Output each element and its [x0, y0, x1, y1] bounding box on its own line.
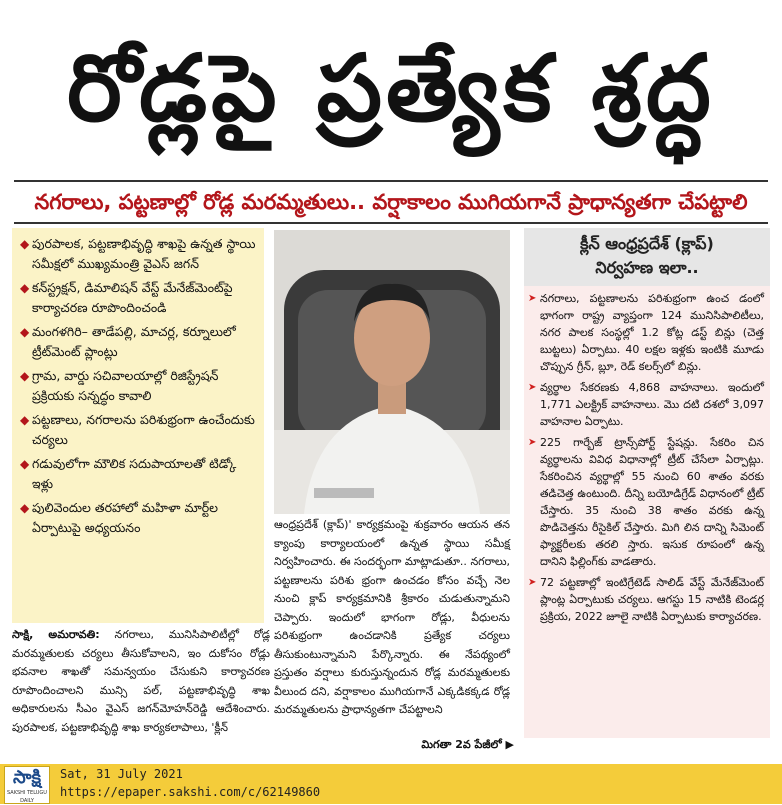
- list-item: [20, 234, 258, 274]
- bullet-icon: ◆: [20, 325, 30, 339]
- chief-minister-photo: [274, 230, 510, 514]
- bullet-icon: ◆: [20, 369, 30, 383]
- list-item: [20, 498, 258, 538]
- highlights-panel: [12, 228, 264, 623]
- list-item-text: 72 పట్టణాల్లో ఇంటిగ్రేటెడ్ సాలిడ్ వేస్ట్ మేనేజ్‌మెంట్ ప్లాంట్ల ఏర్పాటుకు చర్యలు. ఆగస్టు 15 నాటికి టెండర్ల ప్రక్రియ, 2022 జూలై నాటికి ఏర్పాటుకు కార్యాచరణ.: [540, 576, 764, 623]
- logo-text: సాక్షి: [13, 767, 41, 788]
- box-title-line: క్లీన్ ఆంధ్రప్రదేశ్ (క్లాప్): [580, 234, 714, 253]
- subheadline: నగరాలు, పట్టణాల్లో రోడ్ల మరమ్మతులు.. వర్షాకాలం ముగియగానే ప్రాధాన్యతగా చేపట్టాలి: [34, 190, 748, 214]
- photo-caption: ఆంధ్రప్రదేశ్ (క్లాప్)' కార్యక్రమంపై శుక్రవారం ఆయన తన క్యాంపు కార్యాలయంలో ఉన్నత స్థాయి సమీక్ష నిర్వహించారు. ఈ సందర్భంగా మాట్లాడుతూ.. నగరాలు, పట్టణాలను పరిశు భ్రంగా ఉంచడం కోసం వచ్చే నెల నుంచి క్లాప్ కార్యక్రమానికి శ్రీకారం చుడుతున్నామని చెప్పారు. ఇందులో భాగంగా రోడ్లు, వీధులను పరిశుభ్రంగా ఉంచడానికి ప్రత్యేక చర్యలు తీసుకుంటున్నామని పేర్కొన్నారు. ఈ నేపథ్యంలో ప్రస్తుతం వర్షాలు కురుస్తున్నందున రోడ్ల మరమ్మతులకు వీలుంద దని, వర్షాకాలం ముగియగానే ఎక్కడికక్కడ రోడ్ల మరమ్మతులను ప్రాధాన్యతగా చేపట్టాలని: [274, 518, 510, 716]
- list-item-text: వ్యర్థాల సేకరణకు 4,868 వాహనాలు. ఇందులో 1,771 ఎలక్ట్రిక్ వాహనాలు. మొ దటి దశలో 3,097 వాహనాల ఏర్పాటు.: [540, 381, 764, 428]
- edition-date: Sat, 31 July 2021: [60, 767, 183, 781]
- arrow-icon: ➤: [528, 293, 537, 304]
- list-item: [528, 379, 764, 430]
- bullet-icon: ◆: [20, 237, 30, 251]
- bullet-icon: ◆: [20, 457, 30, 471]
- list-item-text: గ్రామ, వార్డు సచివాలయాల్లో రిజిస్ట్రేషన్ ప్రక్రియకు సన్నద్ధం కావాలి: [32, 368, 219, 403]
- footer-bar: [0, 764, 782, 804]
- logo-tagline: SAKSHI TELUGU DAILY: [7, 790, 47, 804]
- list-item-text: నగరాలు, పట్టణాలను పరిశుభ్రంగా ఉంచ డంలో భాగంగా రాష్ట్ర వ్యాప్తంగా 124 మునిసిపాలిటీలు, నగర పాలక సంస్థల్లో 1.2 కోట్ల డస్ట్ బిన్లు (చెత్త బుట్టలు) ఏర్పాటు. 40 లక్షల ఇళ్లకు ఇంటికి మూడు చొప్పున గ్రీన్, బ్లూ, రెడ్ కలర్స్‌లో బిన్లు.: [540, 292, 764, 373]
- article-body: [12, 626, 270, 737]
- list-item: [20, 322, 258, 362]
- box-title-line: నిర్వహణ ఇలా..: [595, 258, 699, 277]
- arrow-icon: ➤: [528, 577, 537, 588]
- list-item-text: కన్‌స్ట్రక్షన్, డిమాలిషన్ వేస్ట్ మేనేజ్‌మెంట్‌పై కార్యాచరణ రూపొందించండి: [32, 280, 233, 315]
- bullet-icon: ◆: [20, 501, 30, 515]
- list-item: [528, 434, 764, 570]
- list-item: [20, 454, 258, 494]
- headline: రోడ్లపై ప్రత్యేక శ్రద్ధ: [67, 35, 715, 142]
- list-item: [20, 410, 258, 450]
- sakshi-logo: [4, 766, 50, 804]
- list-item-text: పులివెందుల తరహాలో మహిళా మార్ట్‌ల ఏర్పాటుపై అధ్యయనం: [32, 500, 218, 535]
- list-item: [528, 574, 764, 625]
- bullet-icon: ◆: [20, 281, 30, 295]
- list-item: [20, 278, 258, 318]
- list-item-text: గడువులోగా మౌలిక సదుపాయాలతో టిడ్కో ఇళ్లు: [32, 456, 237, 491]
- epaper-link[interactable]: https://epaper.sakshi.com/c/62149860: [60, 785, 321, 799]
- dateline: సాక్షి, అమరావతి:: [12, 628, 100, 641]
- clap-info-box: [524, 228, 770, 758]
- list-item-text: మంగళగిరి– తాడేపల్లి, మాచర్ల, కర్నూలులో ట్రీట్‌మెంట్ ప్లాంట్లు: [32, 324, 236, 359]
- list-item-text: పురపాలక, పట్టణాభివృద్ధి శాఖపై ఉన్నత స్థాయి సమీక్షలో ముఖ్యమంత్రి వైఎస్ జగన్: [32, 236, 256, 271]
- arrow-icon: ➤: [528, 437, 537, 448]
- bullet-icon: ◆: [20, 413, 30, 427]
- divider: [14, 180, 768, 182]
- continued-note: మిగతా 2వ పేజీలో ▶: [421, 738, 514, 751]
- list-item: [528, 290, 764, 375]
- article-text: నగరాలు, మునిసిపాలిటీల్లో రోడ్ల మరమ్మతులకు చర్యలు తీసుకోవాలని, ఇం దుకోసం రోడ్లు భవనాల శాఖతో సమన్వయం చేసుకుని కార్యాచరణ రూపొందించాలని మున్సి పల్, పట్టణాభివృద్ధి శాఖ అధికారులను సీఎం వైఎస్ జగన్‌మోహన్‌రెడ్డి ఆదేశించారు. పురపాలక, పట్టణాభివృద్ధి శాఖ కార్యకలాపాలు, 'క్లీన్: [12, 628, 270, 734]
- divider: [14, 222, 768, 224]
- list-item-text: పట్టణాలు, నగరాలను పరిశుభ్రంగా ఉంచేందుకు చర్యలు: [32, 412, 255, 447]
- list-item-text: 225 గార్బేజ్ ట్రాన్స్‌పోర్ట్ స్టేషన్లు. సేకరిం చిన వ్యర్థాలను వివిధ విధానాల్లో ట్రీట్ చేసేలా ఏర్పాట్లు. సేకరించిన వ్యర్థాల్లో 55 నుంచి 60 శాతం వరకు తడిచెత్త ఉంటుంది. దీన్ని బయోడిగ్రేడ్ విధానంలో ట్రీట్ చేస్తారు. 35 నుంచి 38 శాతం వరకు ఉన్న పొడిచెత్తను రీసైకిల్ చేస్తారు. మిగి లిన దాన్ని సిమెంట్ ఫ్యాక్టరీలకు తరలి స్తారు. ఇసుక రూపంలో ఉన్న దానిని ఫిల్లింగ్‌కు వాడతారు.: [540, 436, 764, 568]
- list-item: [20, 366, 258, 406]
- box-body: [524, 286, 770, 738]
- box-title: [524, 228, 770, 286]
- arrow-icon: ➤: [528, 382, 537, 393]
